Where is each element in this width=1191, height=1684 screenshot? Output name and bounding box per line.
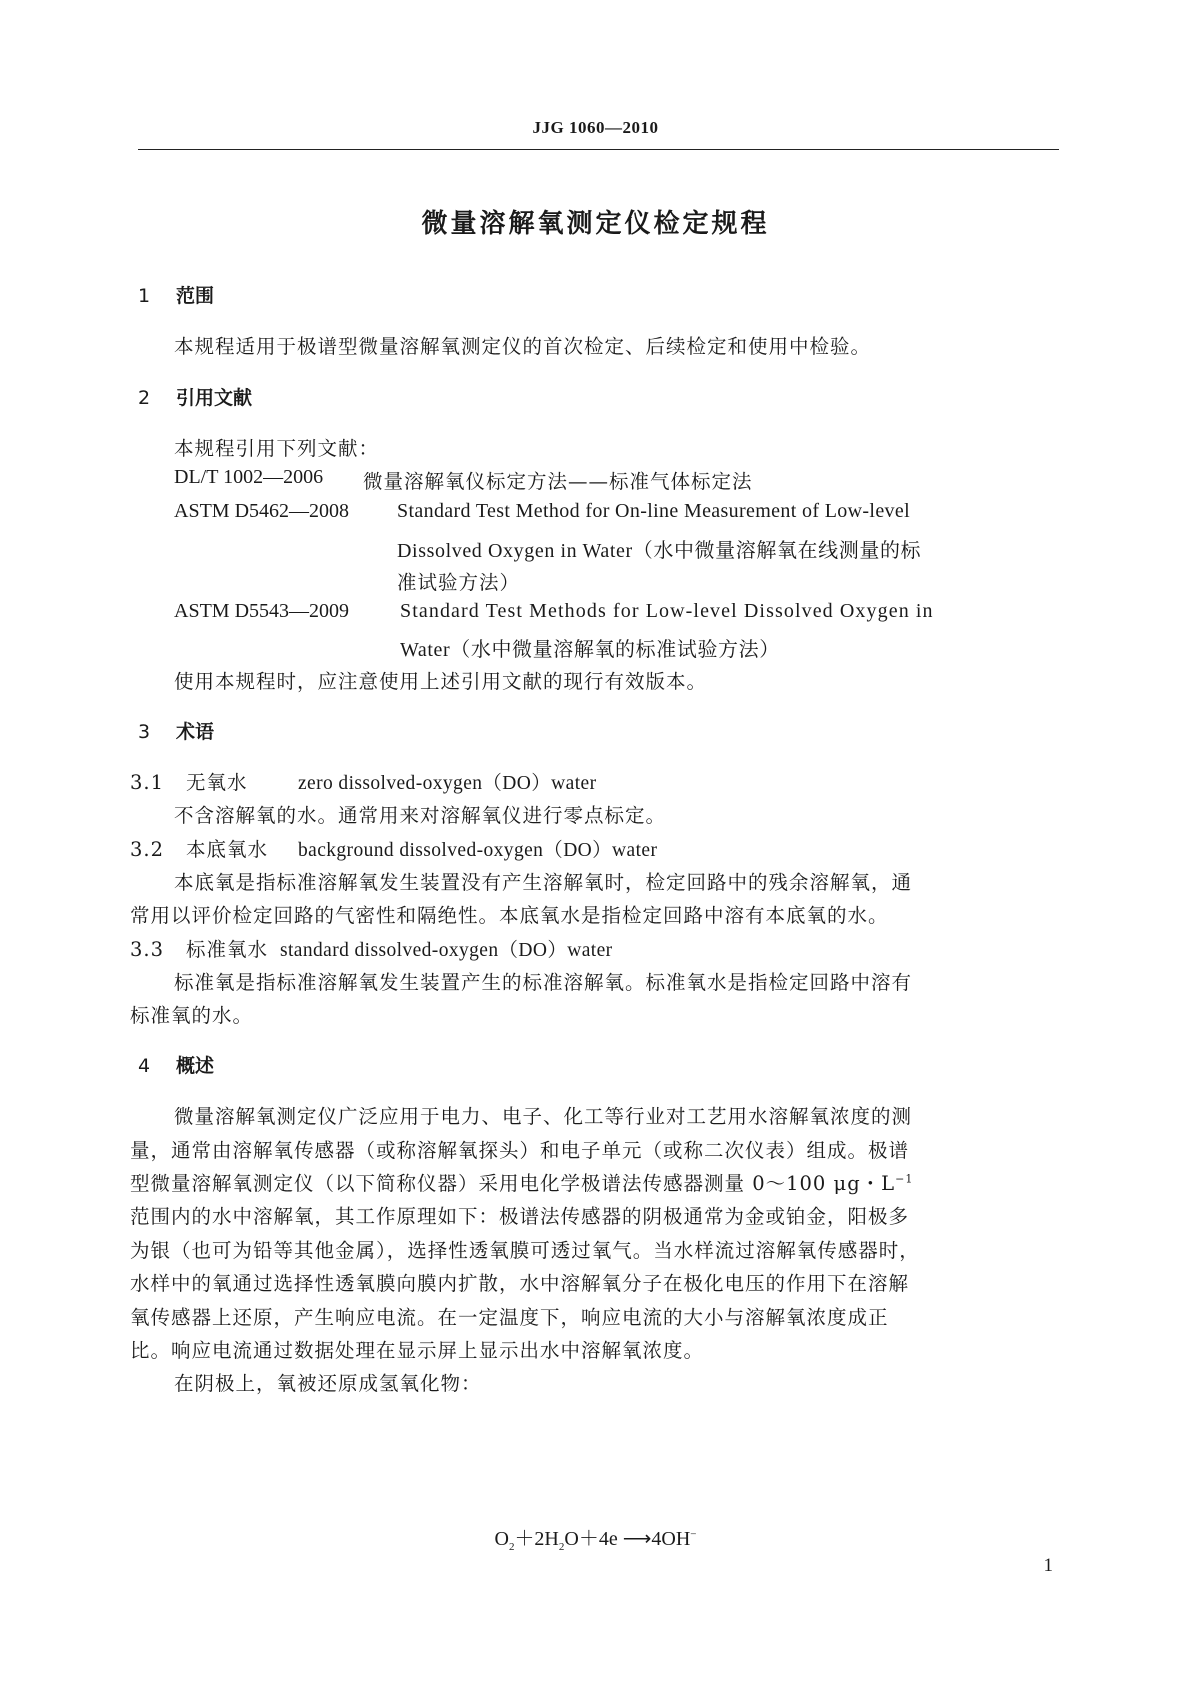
overview-line: 氧传感器上还原，产生响应电流。在一定温度下，响应电流的大小与溶解氧浓度成正 [130, 1306, 889, 1329]
eq-part: ＋2H [514, 1528, 559, 1550]
term-name: 无氧水 [186, 771, 248, 794]
running-header: JJG 1060—2010 [532, 118, 659, 137]
term-3-2 [130, 834, 657, 862]
term-definition: 本底氧是指标准溶解氧发生装置没有产生溶解氧时，检定回路中的残余溶解氧，通 [174, 871, 913, 894]
section-number: 3 [138, 721, 151, 743]
reference-code: ASTM D5543—2009 [174, 600, 350, 622]
section-title: 概述 [176, 1055, 215, 1077]
section-title: 范围 [176, 285, 215, 307]
document-title: 微量溶解氧测定仪检定规程 [421, 209, 770, 239]
term-number: 3.1 [130, 771, 165, 794]
term-definition: 标准氧是指标准溶解氧发生装置产生的标准溶解氧。标准氧水是指检定回路中溶有 [174, 971, 913, 994]
page-number: 1 [1043, 1555, 1053, 1576]
overview-line: 微量溶解氧测定仪广泛应用于电力、电子、化工等行业对工艺用水溶解氧浓度的测 [174, 1105, 913, 1128]
eq-part: O [494, 1528, 509, 1550]
reduction-equation [0, 1522, 1191, 1553]
term-number: 3.2 [130, 838, 165, 861]
section-title: 引用文献 [176, 387, 253, 409]
term-english: zero dissolved-oxygen（DO）water [298, 773, 597, 794]
term-english: background dissolved-oxygen（DO）water [298, 840, 658, 861]
section-number: 4 [138, 1055, 151, 1077]
superscript: −1 [895, 1172, 914, 1186]
overview-line: 水样中的氧通过选择性透氧膜向膜内扩散，水中溶解氧分子在极化电压的作用下在溶解 [130, 1272, 910, 1295]
section-number: 1 [138, 285, 151, 307]
references-note: 使用本规程时，应注意使用上述引用文献的现行有效版本。 [174, 670, 708, 693]
overview-line: 比。响应电流通过数据处理在显示屏上显示出水中溶解氧浓度。 [130, 1339, 705, 1362]
term-definition: 常用以评价检定回路的气密性和隔绝性。本底氧水是指检定回路中溶有本底氧的水。 [130, 904, 889, 927]
overview-line: 量，通常由溶解氧传感器（或称溶解氧探头）和电子单元（或称二次仪表）组成。极谱 [130, 1139, 910, 1162]
overview-line-text: 型微量溶解氧测定仪（以下简称仪器）采用电化学极谱法传感器测量 0～100 μg・L [130, 1172, 896, 1195]
term-3-3 [130, 934, 613, 962]
term-3-1 [130, 767, 596, 795]
reference-code: DL/T 1002—2006 [174, 466, 324, 488]
reference-title: 微量溶解氧仪标定方法——标准气体标定法 [363, 470, 753, 493]
overview-line: 在阴极上，氧被还原成氢氧化物： [174, 1372, 482, 1395]
overview-line: 范围内的水中溶解氧，其工作原理如下：极谱法传感器的阴极通常为金或铂金，阳极多 [130, 1205, 910, 1228]
eq-part: O＋4e ⟶4OH [564, 1528, 691, 1550]
section-3-heading [138, 717, 214, 744]
header-rule [138, 149, 1059, 150]
reference-title: Standard Test Methods for Low-level Dissolved Oxygen in [400, 600, 934, 622]
overview-line [130, 1168, 913, 1196]
section-1-heading [138, 281, 214, 308]
reference-title: 准试验方法） [397, 571, 521, 594]
section-title: 术语 [176, 721, 215, 743]
references-intro: 本规程引用下列文献： [174, 437, 380, 460]
reference-title: Water（水中微量溶解氧的标准试验方法） [400, 639, 780, 661]
superscript: − [690, 1528, 697, 1541]
reference-code: ASTM D5462—2008 [174, 500, 350, 522]
reference-title: Standard Test Method for On-line Measurement of Low-level [397, 500, 911, 522]
term-number: 3.3 [130, 938, 165, 961]
subscript: 2 [508, 1541, 515, 1553]
section-1-text: 本规程适用于极谱型微量溶解氧测定仪的首次检定、后续检定和使用中检验。 [174, 335, 872, 358]
term-definition: 标准氧的水。 [130, 1004, 254, 1027]
subscript: 2 [558, 1541, 565, 1553]
section-4-heading [138, 1051, 214, 1078]
term-english: standard dissolved-oxygen（DO）water [280, 940, 613, 961]
section-2-heading [138, 383, 252, 410]
reference-title: Dissolved Oxygen in Water（水中微量溶解氧在线测量的标 [397, 540, 922, 562]
term-name: 本底氧水 [186, 838, 269, 861]
section-number: 2 [138, 387, 151, 409]
term-definition: 不含溶解氧的水。通常用来对溶解氧仪进行零点标定。 [174, 804, 667, 827]
overview-line: 为银（也可为铅等其他金属），选择性透氧膜可透过氧气。当水样流过溶解氧传感器时， [130, 1239, 920, 1262]
term-name: 标准氧水 [186, 938, 269, 961]
